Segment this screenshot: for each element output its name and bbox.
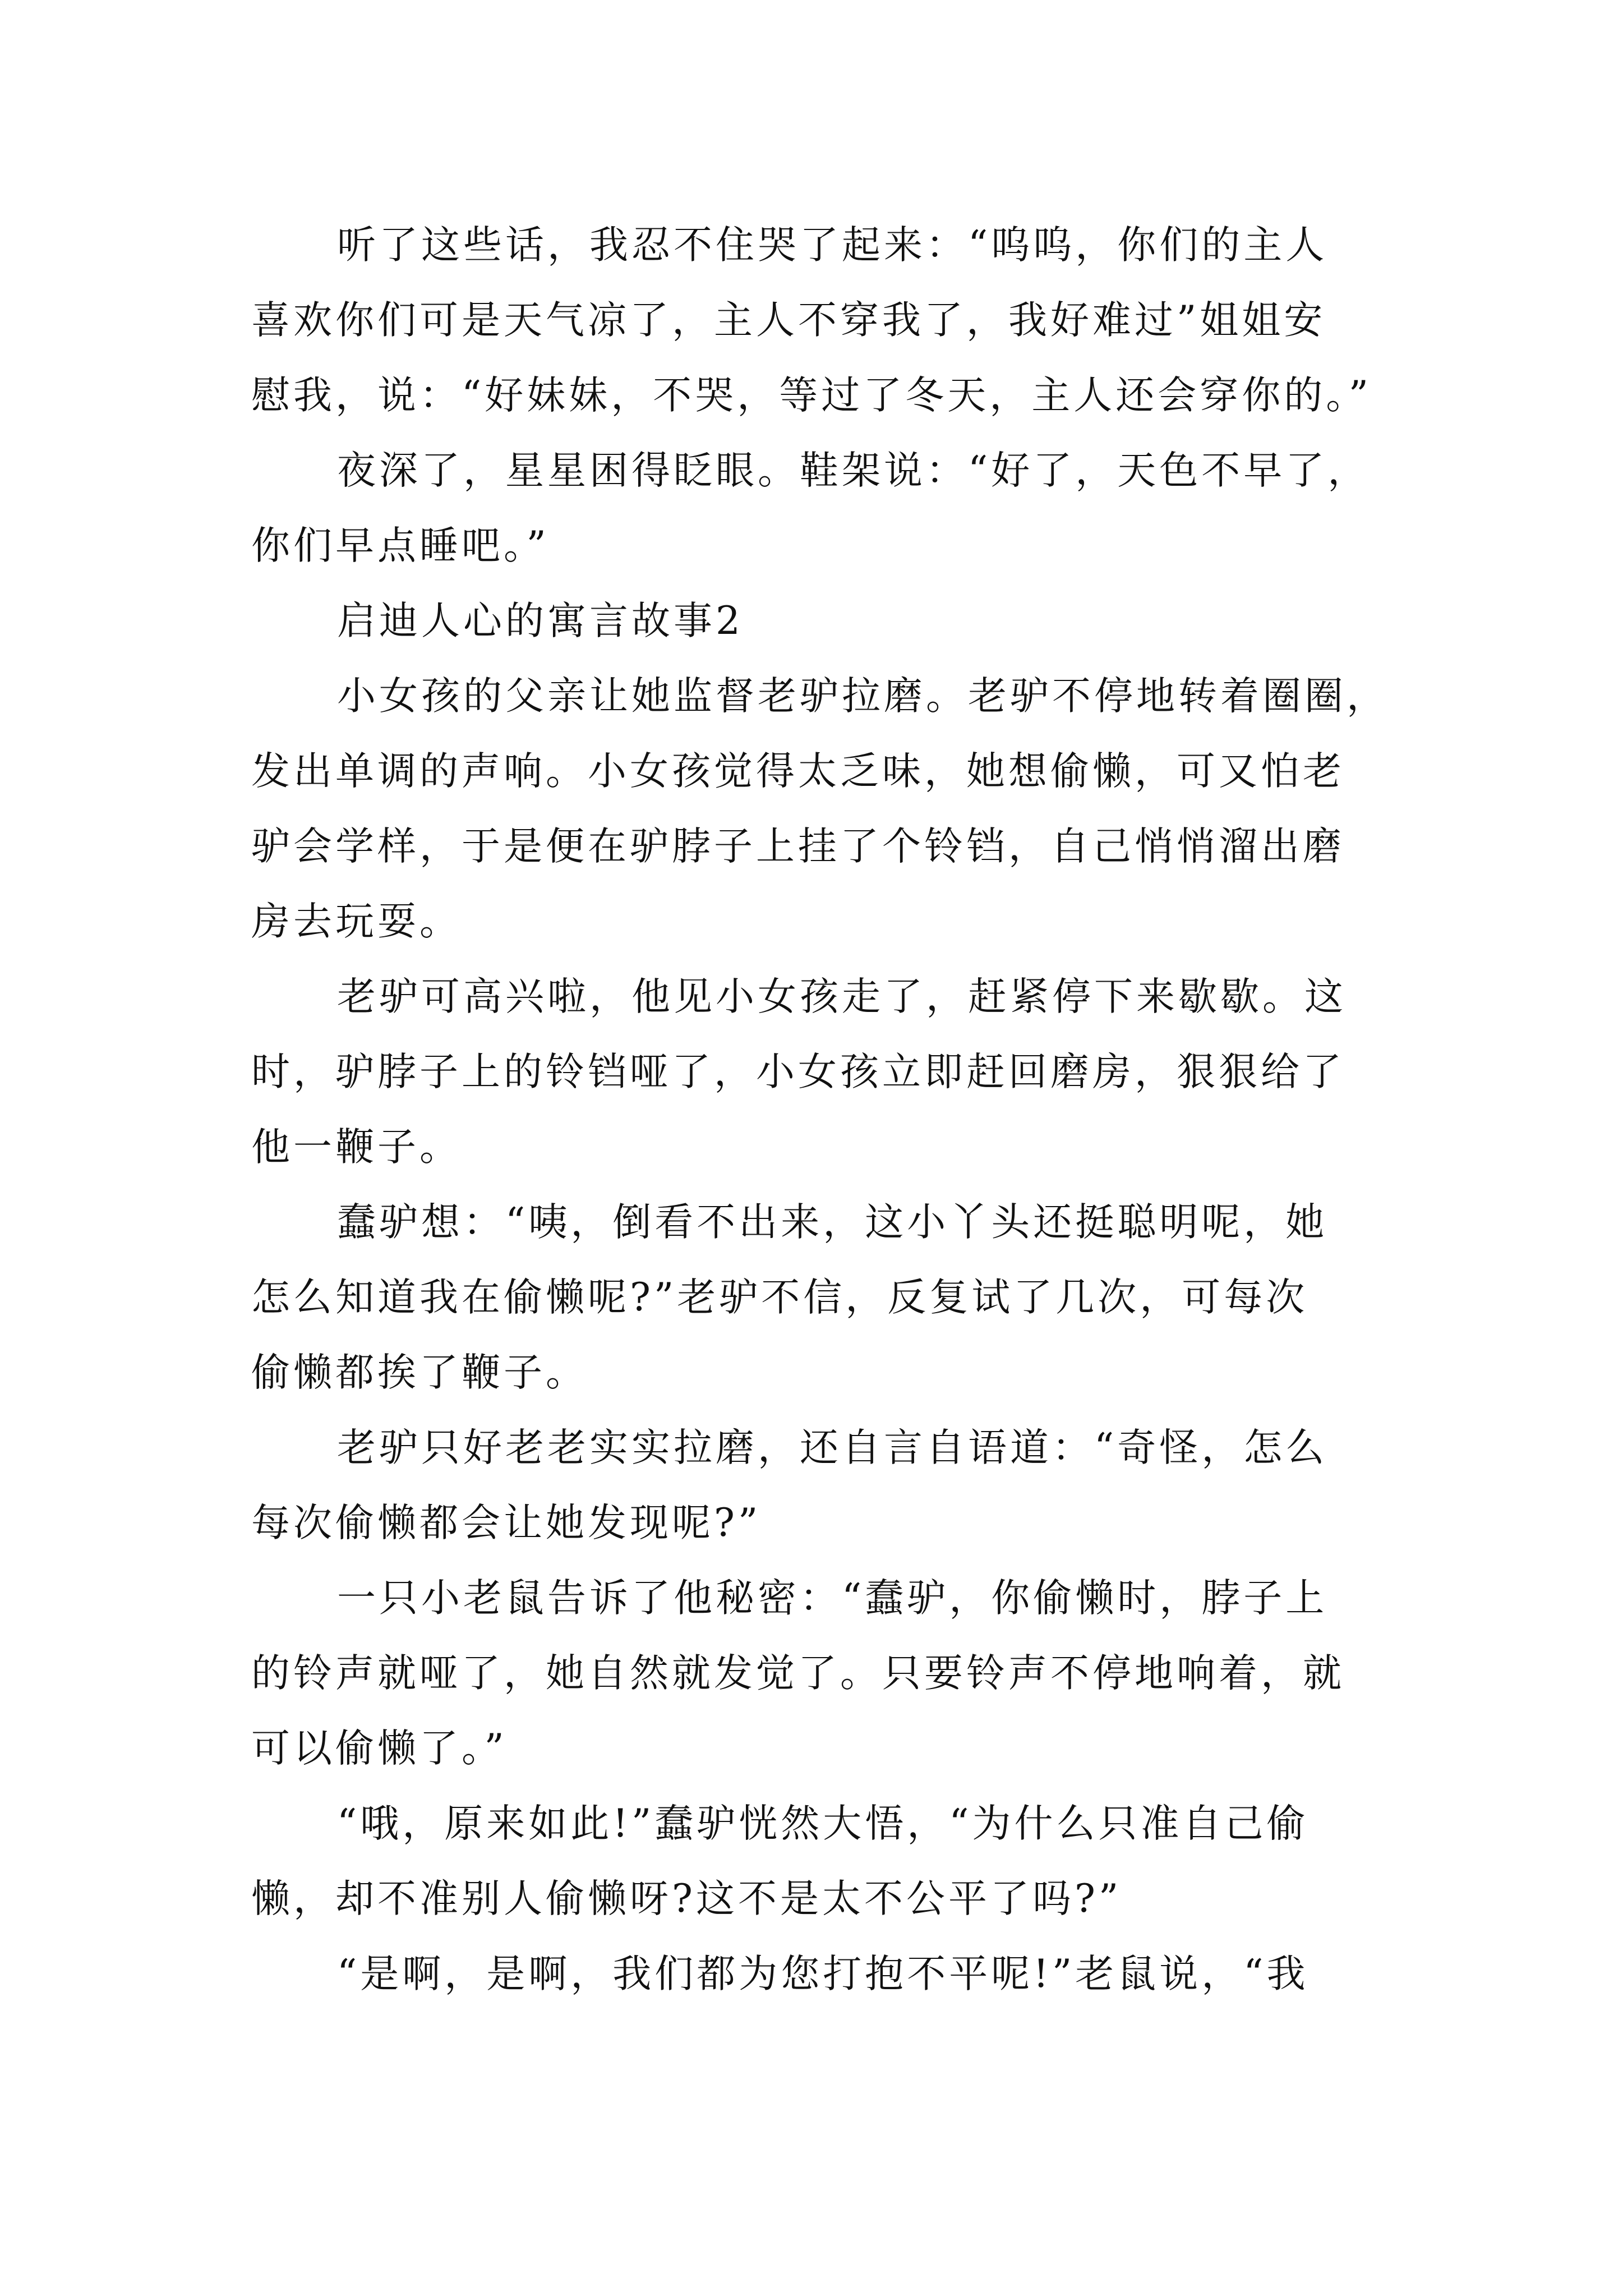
text-line: 每次偷懒都会让她发现呢?”	[251, 1501, 762, 1545]
text-line: 怎么知道我在偷懒呢?”老驴不信，反复试了几次，可每次	[251, 1275, 1308, 1320]
text-line: 偷懒都挨了鞭子。	[251, 1350, 588, 1395]
text-line: 慰我，说：“好妹妹，不哭，等过了冬天，主人还会穿你的。”	[251, 373, 1372, 418]
text-line: 听了这些话，我忍不住哭了起来：“呜呜，你们的主人	[337, 223, 1328, 268]
text-line: 时，驴脖子上的铃铛哑了，小女孩立即赶回磨房，狠狠给了	[251, 1050, 1345, 1094]
text-line: 发出单调的声响。小女孩觉得太乏味，她想偷懒，可又怕老	[251, 749, 1345, 794]
text-line: 可以偷懒了。”	[251, 1726, 508, 1771]
text-line: 老驴只好老老实实拉磨，还自言自语道：“奇怪，怎么	[337, 1425, 1328, 1470]
text-line: 老驴可高兴啦，他见小女孩走了，赶紧停下来歇歇。这	[337, 974, 1347, 1019]
text-line: 蠢驴想：“咦，倒看不出来，这小丫头还挺聪明呢，她	[337, 1200, 1328, 1245]
text-line: “哦，原来如此!”蠢驴恍然大悟，“为什么只准自己偷	[337, 1801, 1309, 1846]
text-line: “是啊，是啊，我们都为您打抱不平呢!”老鼠说，“我	[337, 1952, 1309, 1996]
text-line: 夜深了，星星困得眨眼。鞋架说：“好了，天色不早了，	[337, 448, 1370, 493]
text-line: 驴会学样，于是便在驴脖子上挂了个铃铛，自己悄悄溜出磨	[251, 824, 1345, 869]
text-line: 喜欢你们可是天气凉了，主人不穿我了，我好难过”姐姐安	[251, 298, 1326, 343]
text-line: 你们早点睡吧。”	[251, 523, 550, 568]
text-line: 他一鞭子。	[251, 1125, 462, 1170]
text-line: 小女孩的父亲让她监督老驴拉磨。老驴不停地转着圈圈，	[337, 674, 1389, 719]
text-line: 的铃声就哑了，她自然就发觉了。只要铃声不停地响着，就	[251, 1651, 1345, 1696]
text-line: 一只小老鼠告诉了他秘密：“蠢驴，你偷懒时，脖子上	[337, 1576, 1328, 1621]
section-heading: 启迪人心的寓言故事2	[337, 599, 744, 643]
text-line: 懒，却不准别人偷懒呀?这不是太不公平了吗?”	[251, 1876, 1122, 1921]
text-line: 房去玩耍。	[251, 899, 462, 944]
